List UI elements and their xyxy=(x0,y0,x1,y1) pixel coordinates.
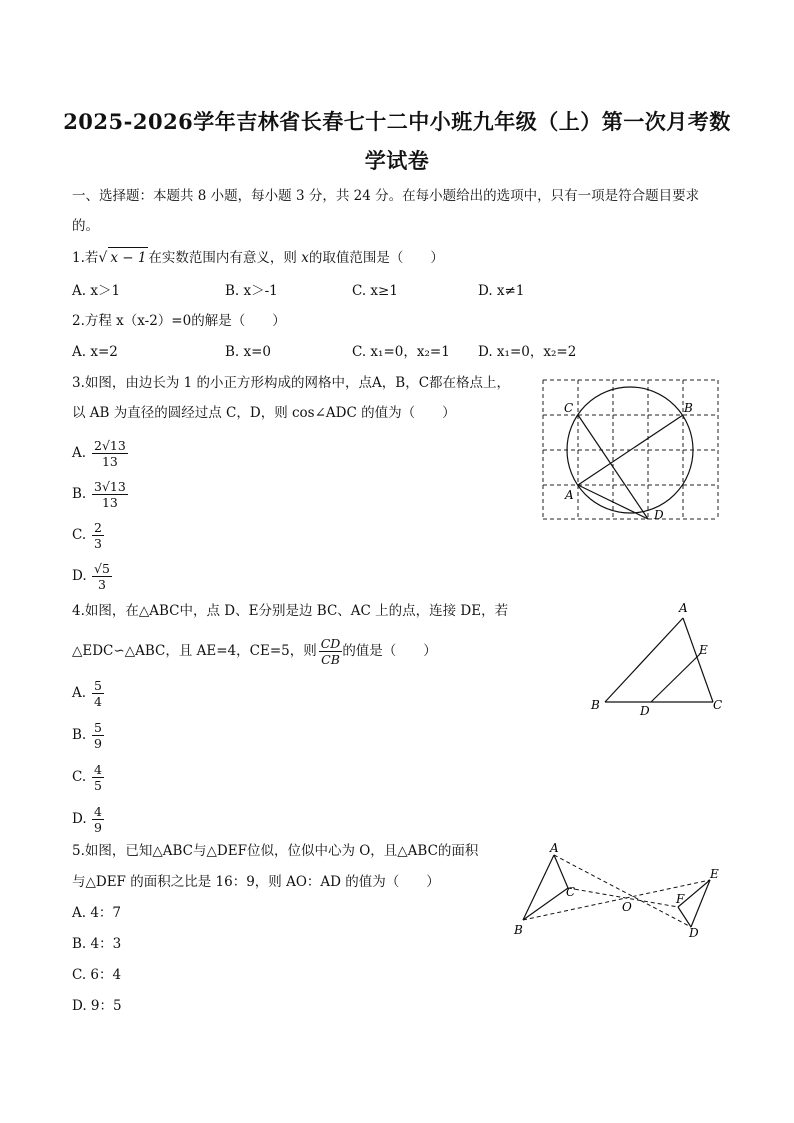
question-5-line1: 5.如图，已知△ABC与△DEF位似，位似中心为 O，且△ABC的面积 xyxy=(72,843,479,859)
q1-suffix2: 的取值范围是（ ） xyxy=(308,250,444,266)
question-3-line1: 3.如图，由边长为 1 的小正方形构成的网格中，点A，B，C都在格点上， xyxy=(72,375,511,391)
triangle-lines xyxy=(605,618,713,702)
q5-option-a: A. 4：7 xyxy=(72,905,122,921)
question-1 xyxy=(72,247,444,268)
q1-option-c: C. x≥1 xyxy=(352,283,398,299)
exam-title-line2: 学试卷 xyxy=(364,148,430,173)
label-c: C xyxy=(564,401,574,415)
q4-option-c-label: C. xyxy=(72,769,87,785)
q4-option-a xyxy=(72,678,104,709)
label-b: B xyxy=(591,698,600,712)
q4-option-d-den: 9 xyxy=(94,820,102,835)
q3-option-b-label: B. xyxy=(72,486,87,502)
q4-option-b-label: B. xyxy=(72,727,87,743)
q4-option-c xyxy=(72,762,104,793)
q4-figure xyxy=(585,598,730,720)
q5-option-b: B. 4：3 xyxy=(72,936,122,952)
q3-figure xyxy=(538,375,724,525)
label-b: B xyxy=(684,401,693,415)
figure-segments xyxy=(578,415,683,519)
q1-prefix: 1.若 xyxy=(72,250,99,266)
q4-line2-pre: △EDC∽△ABC，且 AE=4，CE=5，则 xyxy=(72,643,317,659)
q4-option-b-den: 9 xyxy=(94,736,102,751)
q4-line2-post: 的值是（ ） xyxy=(342,643,437,659)
q1-var: x xyxy=(301,250,309,266)
label-a: A xyxy=(565,488,574,502)
q4-option-c-den: 5 xyxy=(94,778,102,793)
q3-option-c xyxy=(72,520,104,551)
q4-option-b xyxy=(72,720,104,751)
q4-option-d-label: D. xyxy=(72,811,87,827)
q3-option-c-num: 2 xyxy=(94,520,102,535)
q1-option-a: A. x＞1 xyxy=(72,283,121,299)
q2-option-d: D. x₁=0，x₂=2 xyxy=(478,344,577,360)
q4-frac-den: CB xyxy=(321,652,340,667)
q3-option-b-den: 13 xyxy=(101,495,118,510)
q5-option-c: C. 6：4 xyxy=(72,967,122,983)
q4-option-a-num: 5 xyxy=(94,678,102,693)
question-5-line2: 与△DEF 的面积之比是 16：9，则 AO：AD 的值为（ ） xyxy=(72,874,440,890)
q3-option-b xyxy=(72,479,128,510)
q3-option-a xyxy=(72,438,128,469)
q3-option-d-label: D. xyxy=(72,568,87,584)
label-a: A xyxy=(679,601,688,615)
label-a: A xyxy=(550,841,559,855)
label-d: D xyxy=(654,508,664,522)
q4-option-b-num: 5 xyxy=(94,720,102,735)
section-heading: 一、选择题：本题共 8 小题，每小题 3 分，共 24 分。在每小题给出的选项中，只有一项是符合题目要求 xyxy=(72,188,700,204)
section-heading-cont: 的。 xyxy=(72,218,99,234)
q2-option-b: B. x=0 xyxy=(225,344,272,360)
q3-option-a-den: 13 xyxy=(101,454,118,469)
label-c: C xyxy=(566,885,576,899)
dashed-rays xyxy=(523,855,710,927)
q2-option-c: C. x₁=0，x₂=1 xyxy=(352,344,450,360)
q3-option-c-den: 3 xyxy=(94,536,102,551)
question-4-line1: 4.如图，在△ABC中，点 D、E分别是边 BC、AC 上的点，连接 DE，若 xyxy=(72,603,509,619)
q5-figure xyxy=(508,840,728,945)
q4-option-d-num: 4 xyxy=(94,804,102,819)
q4-option-d xyxy=(72,804,104,835)
label-d: D xyxy=(640,704,650,718)
q3-option-d-den: 3 xyxy=(97,577,106,592)
q3-option-a-num: 2√13 xyxy=(94,438,126,453)
q4-frac-num: CD xyxy=(320,636,341,651)
sqrt-icon: √ xyxy=(98,250,108,266)
label-o: O xyxy=(622,900,632,914)
q3-option-a-label: A. xyxy=(72,445,87,461)
label-e: E xyxy=(699,643,708,657)
q4-option-c-num: 4 xyxy=(94,762,102,777)
q3-option-c-label: C. xyxy=(72,527,87,543)
label-e: E xyxy=(710,867,719,881)
q1-option-b: B. x＞-1 xyxy=(225,283,278,299)
label-c: C xyxy=(713,698,723,712)
solid-triangles xyxy=(523,855,710,927)
q4-option-a-den: 4 xyxy=(94,694,102,709)
q1-sqrt-content: x − 1 xyxy=(108,247,148,268)
label-b: B xyxy=(514,923,523,937)
q3-option-b-num: 3√13 xyxy=(94,479,126,494)
question-3-line2: 以 AB 为直径的圆经过点 C，D，则 cos∠ADC 的值为（ ） xyxy=(72,405,456,421)
label-d: D xyxy=(689,926,699,940)
q2-option-a: A. x=2 xyxy=(72,344,118,360)
q1-option-d: D. x≠1 xyxy=(478,283,525,299)
exam-title-line1: 2025-2026学年吉林省长春七十二中小班九年级（上）第一次月考数 xyxy=(63,109,731,134)
question-4-line2 xyxy=(72,636,437,667)
label-f: F xyxy=(676,892,685,906)
question-2: 2.方程 x（x-2）=0的解是（ ） xyxy=(72,313,286,329)
q5-option-d: D. 9：5 xyxy=(72,998,122,1014)
q3-option-d xyxy=(72,561,112,592)
q1-suffix: 在实数范围内有意义，则 xyxy=(148,250,297,266)
q3-option-d-num: √5 xyxy=(94,561,110,576)
q4-option-a-label: A. xyxy=(72,685,87,701)
